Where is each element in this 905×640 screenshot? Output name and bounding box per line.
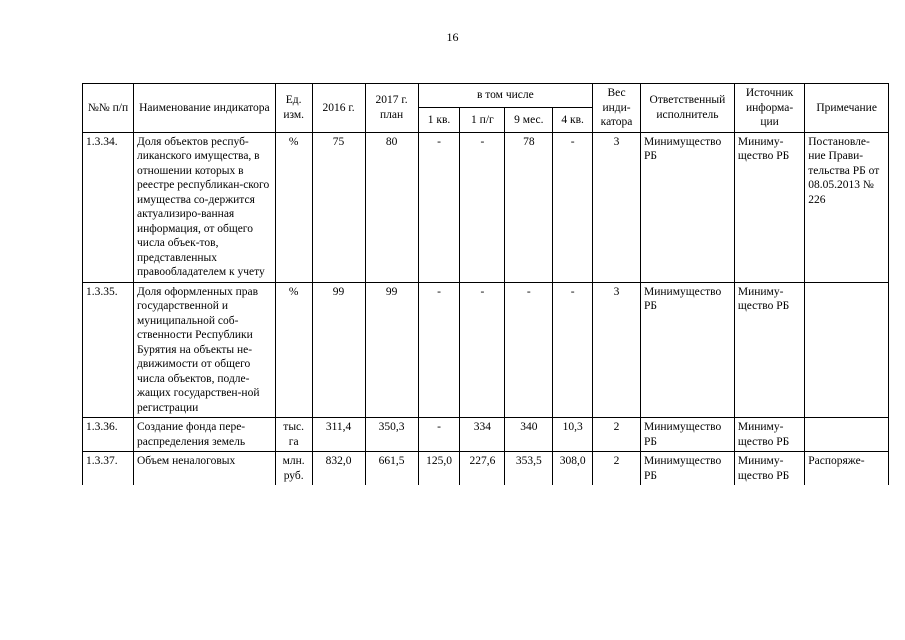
row-2016: 75: [312, 132, 365, 282]
header-note: Примечание: [805, 84, 889, 133]
header-2016: 2016 г.: [312, 84, 365, 133]
page-number: 16: [446, 30, 459, 44]
row-source: Миниму-щество РБ: [734, 452, 804, 486]
row-2016: 99: [312, 282, 365, 418]
row-q4: -: [553, 282, 593, 418]
row-source: Миниму-щество РБ: [734, 418, 804, 452]
row-2017-plan: 350,3: [365, 418, 418, 452]
row-unit: %: [275, 132, 312, 282]
row-h1: 227,6: [460, 452, 505, 486]
row-q1: -: [418, 132, 460, 282]
row-q1: -: [418, 418, 460, 452]
row-9m: 353,5: [505, 452, 553, 486]
header-responsible: Ответственный исполнитель: [641, 84, 735, 133]
row-h1: -: [460, 282, 505, 418]
row-9m: -: [505, 282, 553, 418]
row-h1: 334: [460, 418, 505, 452]
row-name: Доля оформленных прав государственной и муниципальной соб-ственности Республики Бурятия на объекты не-движимости от общего числа объектов, подле-жащих государствен-ной регистрации: [134, 282, 276, 418]
row-name: Создание фонда пере-распределения земель: [134, 418, 276, 452]
row-q1: 125,0: [418, 452, 460, 486]
row-q4: -: [553, 132, 593, 282]
row-responsible: Минимущество РБ: [641, 282, 735, 418]
row-q4: 308,0: [553, 452, 593, 486]
header-q1: 1 кв.: [418, 108, 460, 132]
header-unit: Ед. изм.: [275, 84, 312, 133]
table-row: [83, 132, 889, 282]
row-num: 1.3.35.: [83, 282, 134, 418]
row-note: [805, 282, 889, 418]
row-name: Объем неналоговых: [134, 452, 276, 486]
indicators-table: [82, 83, 889, 485]
header-weight: Вес инди-катора: [593, 84, 641, 133]
row-num: 1.3.37.: [83, 452, 134, 486]
row-source: Миниму-щество РБ: [734, 282, 804, 418]
row-responsible: Минимущество РБ: [641, 132, 735, 282]
header-name: Наименование индикатора: [134, 84, 276, 133]
header-including: в том числе: [418, 84, 592, 108]
header-2017-plan: 2017 г. план: [365, 84, 418, 133]
row-note: Постановле-ние Прави-тельства РБ от 08.05.2013 № 226: [805, 132, 889, 282]
row-note: Распоряже-: [805, 452, 889, 486]
header-h1: 1 п/г: [460, 108, 505, 132]
row-9m: 78: [505, 132, 553, 282]
row-source: Миниму-щество РБ: [734, 132, 804, 282]
table-row: [83, 418, 889, 452]
row-note: [805, 418, 889, 452]
header-row: [83, 84, 889, 108]
row-unit: млн. руб.: [275, 452, 312, 486]
header-num: №№ п/п: [83, 84, 134, 133]
row-responsible: Минимущество РБ: [641, 418, 735, 452]
header-q4: 4 кв.: [553, 108, 593, 132]
row-responsible: Минимущество РБ: [641, 452, 735, 486]
row-weight: 3: [593, 282, 641, 418]
table-row: [83, 282, 889, 418]
table-row: [83, 452, 889, 486]
row-2016: 832,0: [312, 452, 365, 486]
row-name: Доля объектов респуб-ликанского имущества, в отношении которых в реестре республикан-ского имущества со-держится актуализиро-ванная информация, от общего числа объек-тов, представленных правообладателем к учету: [134, 132, 276, 282]
row-2017-plan: 80: [365, 132, 418, 282]
row-q4: 10,3: [553, 418, 593, 452]
row-num: 1.3.34.: [83, 132, 134, 282]
header-source: Источник информа-ции: [734, 84, 804, 133]
row-weight: 2: [593, 418, 641, 452]
header-9m: 9 мес.: [505, 108, 553, 132]
row-2017-plan: 661,5: [365, 452, 418, 486]
row-2016: 311,4: [312, 418, 365, 452]
row-weight: 2: [593, 452, 641, 486]
row-2017-plan: 99: [365, 282, 418, 418]
row-q1: -: [418, 282, 460, 418]
row-h1: -: [460, 132, 505, 282]
row-unit: %: [275, 282, 312, 418]
row-unit: тыс. га: [275, 418, 312, 452]
row-weight: 3: [593, 132, 641, 282]
row-9m: 340: [505, 418, 553, 452]
row-num: 1.3.36.: [83, 418, 134, 452]
